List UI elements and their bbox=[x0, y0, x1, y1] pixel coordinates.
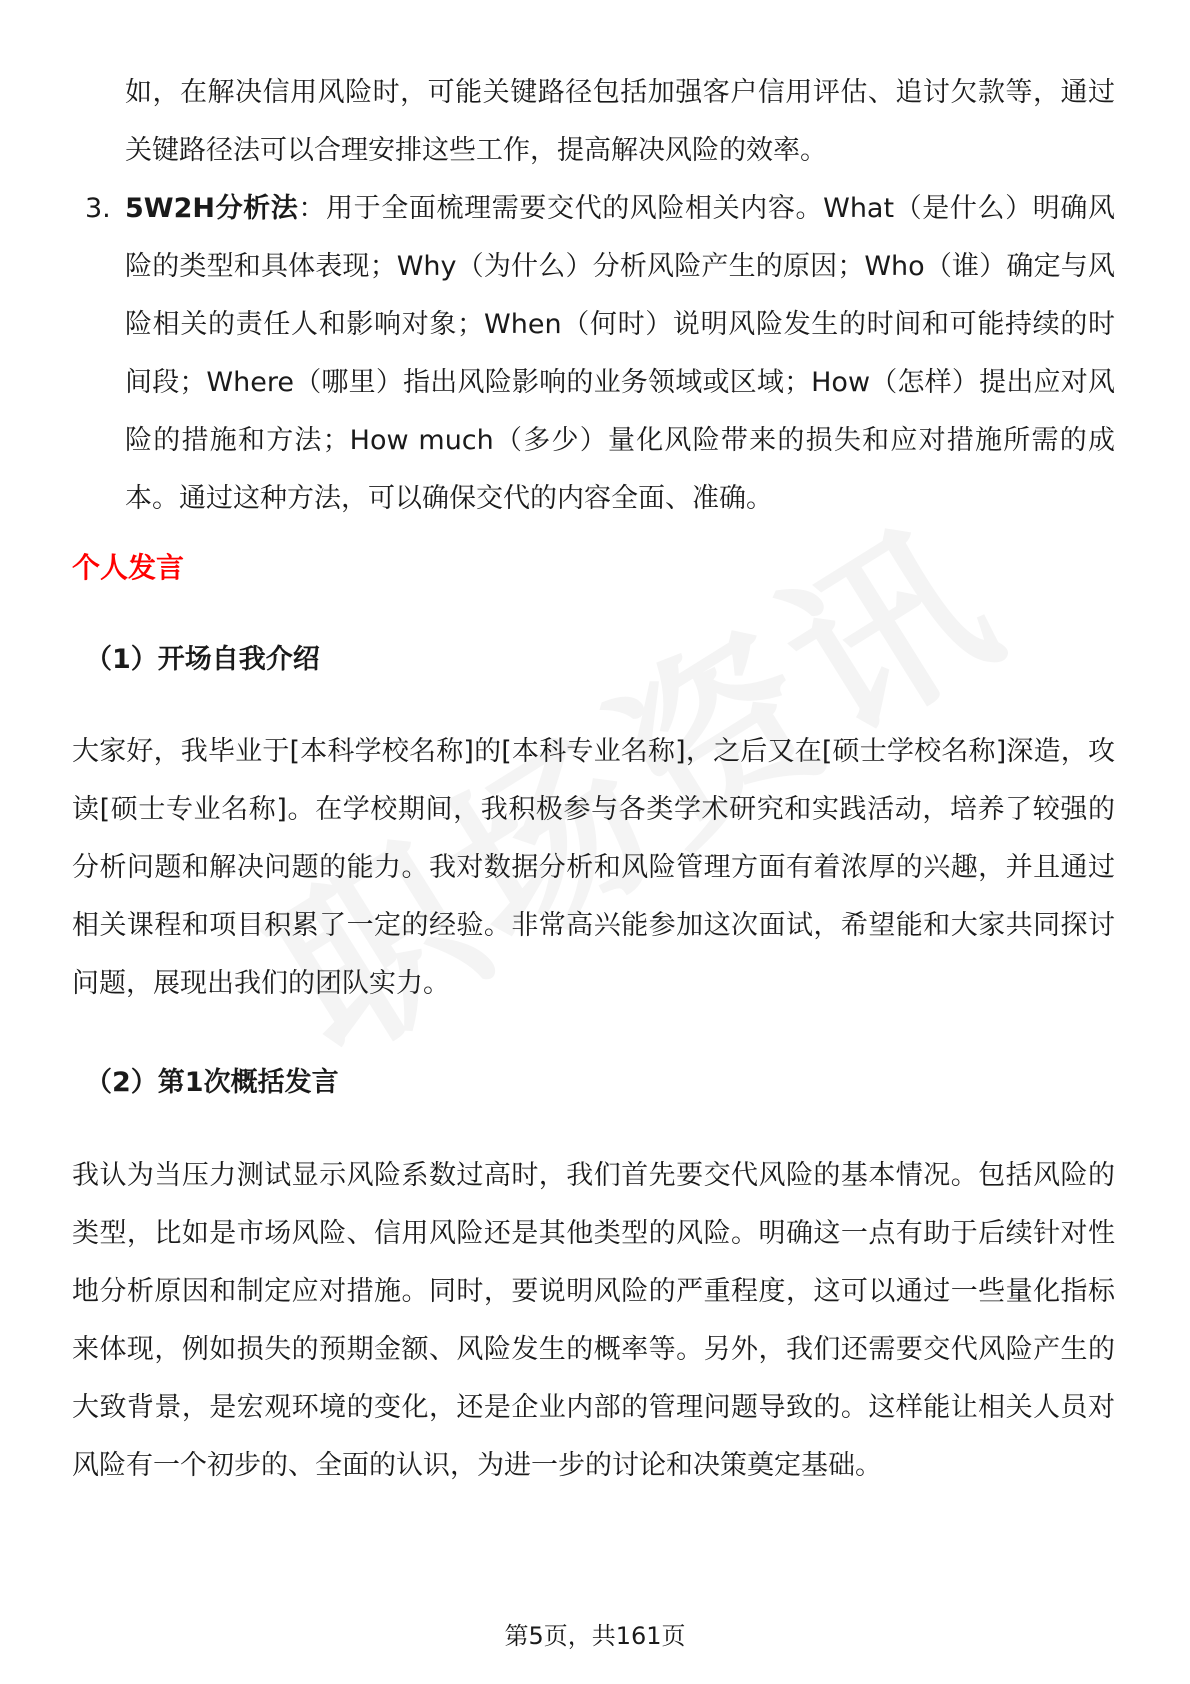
list-item-number: 3. bbox=[85, 193, 111, 224]
list-item-text bbox=[125, 180, 1115, 528]
list-item-body: ：用于全面梳理需要交代的风险相关内容。What（是什么）明确风险的类型和具体表现；Why（为什么）分析风险产生的原因；Who（谁）确定与风险相关的责任人和影响对象；When（何时）说明风险发生的时间和可能持续的时间段；Where（哪里）指出风险影响的业务领域或区域；How（怎样）提出应对风险的措施和方法；How much（多少）量化风险带来的损失和应对措施所需的成本。通过这种方法，可以确保交代的内容全面、准确。 bbox=[125, 193, 1115, 514]
subsection-body-summary: 我认为当压力测试显示风险系数过高时，我们首先要交代风险的基本情况。包括风险的类型，比如是市场风险、信用风险还是其他类型的风险。明确这一点有助于后续针对性地分析原因和制定应对措施。同时，要说明风险的严重程度，这可以通过一些量化指标来体现，例如损失的预期金额、风险发生的概率等。另外，我们还需要交代风险产生的大致背景，是宏观环境的变化，还是企业内部的管理问题导致的。这样能让相关人员对风险有一个初步的、全面的认识，为进一步的讨论和决策奠定基础。 bbox=[72, 1160, 1115, 1481]
subsection-body-intro: 大家好，我毕业于[本科学校名称]的[本科专业名称]，之后又在[硕士学校名称]深造，攻读[硕士专业名称]。在学校期间，我积极参与各类学术研究和实践活动，培养了较强的分析问题和解决问题的能力。我对数据分析和风险管理方面有着浓厚的兴趣，并且通过相关课程和项目积累了一定的经验。非常高兴能参加这次面试，希望能和大家共同探讨问题，展现出我们的团队实力。 bbox=[72, 736, 1115, 999]
subsection-heading-summary: （2）第1次概括发言 bbox=[85, 1067, 339, 1098]
section-heading: 个人发言 bbox=[72, 551, 185, 584]
continuation-paragraph: 如，在解决信用风险时，可能关键路径包括加强客户信用评估、追讨欠款等，通过关键路径法可以合理安排这些工作，提高解决风险的效率。 bbox=[125, 77, 1115, 166]
subsection-heading-intro: （1）开场自我介绍 bbox=[85, 644, 320, 675]
list-item-title: 5W2H分析法 bbox=[125, 193, 299, 224]
page-footer: 第5页，共161页 bbox=[504, 1622, 686, 1650]
